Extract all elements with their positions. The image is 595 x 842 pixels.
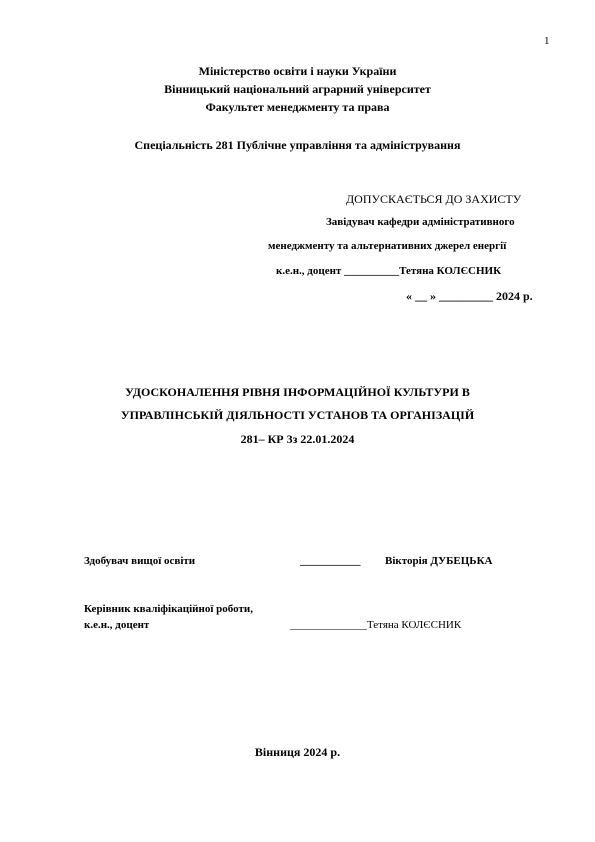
approval-title: ДОПУСКАЄТЬСЯ ДО ЗАХИСТУ bbox=[346, 192, 522, 206]
supervisor-label: Керівник кваліфікаційної роботи, bbox=[84, 603, 253, 615]
approval-head-position: Завідувач кафедри адміністративного bbox=[326, 216, 515, 228]
approval-date-line: « __ » _________ 2024 р. bbox=[406, 289, 533, 303]
page-number: 1 bbox=[544, 35, 550, 47]
approval-signature-line: к.е.н., доцент __________Тетяна КОЛЄСНИК bbox=[276, 265, 502, 277]
approval-department: менеджменту та альтернативних джерел енергії bbox=[268, 240, 507, 252]
university-line: Вінницький національний аграрний університет bbox=[164, 82, 431, 96]
work-code: 281– КР 3з 22.01.2024 bbox=[240, 432, 355, 446]
student-label: Здобувач вищої освіти bbox=[84, 555, 196, 567]
faculty-line: Факультет менеджменту та права bbox=[205, 100, 390, 114]
student-name: Вікторія ДУБЕЦЬКА bbox=[385, 555, 493, 567]
specialty-line: Спеціальність 281 Публічне управління та адміністрування bbox=[134, 138, 461, 152]
ministry-line: Міністерство освіти і науки України bbox=[198, 64, 397, 78]
supervisor-signature-name: ______________Тетяна КОЛЄСНИК bbox=[290, 619, 462, 631]
work-title-line-2: УПРАВЛІНСЬКІЙ ДІЯЛЬНОСТІ УСТАНОВ ТА ОРГАНІЗАЦІЙ bbox=[120, 408, 475, 422]
supervisor-degree: к.е.н., доцент bbox=[84, 619, 150, 631]
footer-city-year: Вінниця 2024 р. bbox=[254, 745, 341, 759]
work-title-line-1: УДОСКОНАЛЕННЯ РІВНЯ ІНФОРМАЦІЙНОЇ КУЛЬТУРИ В bbox=[125, 385, 470, 399]
student-signature-blank: ___________ bbox=[300, 555, 361, 567]
